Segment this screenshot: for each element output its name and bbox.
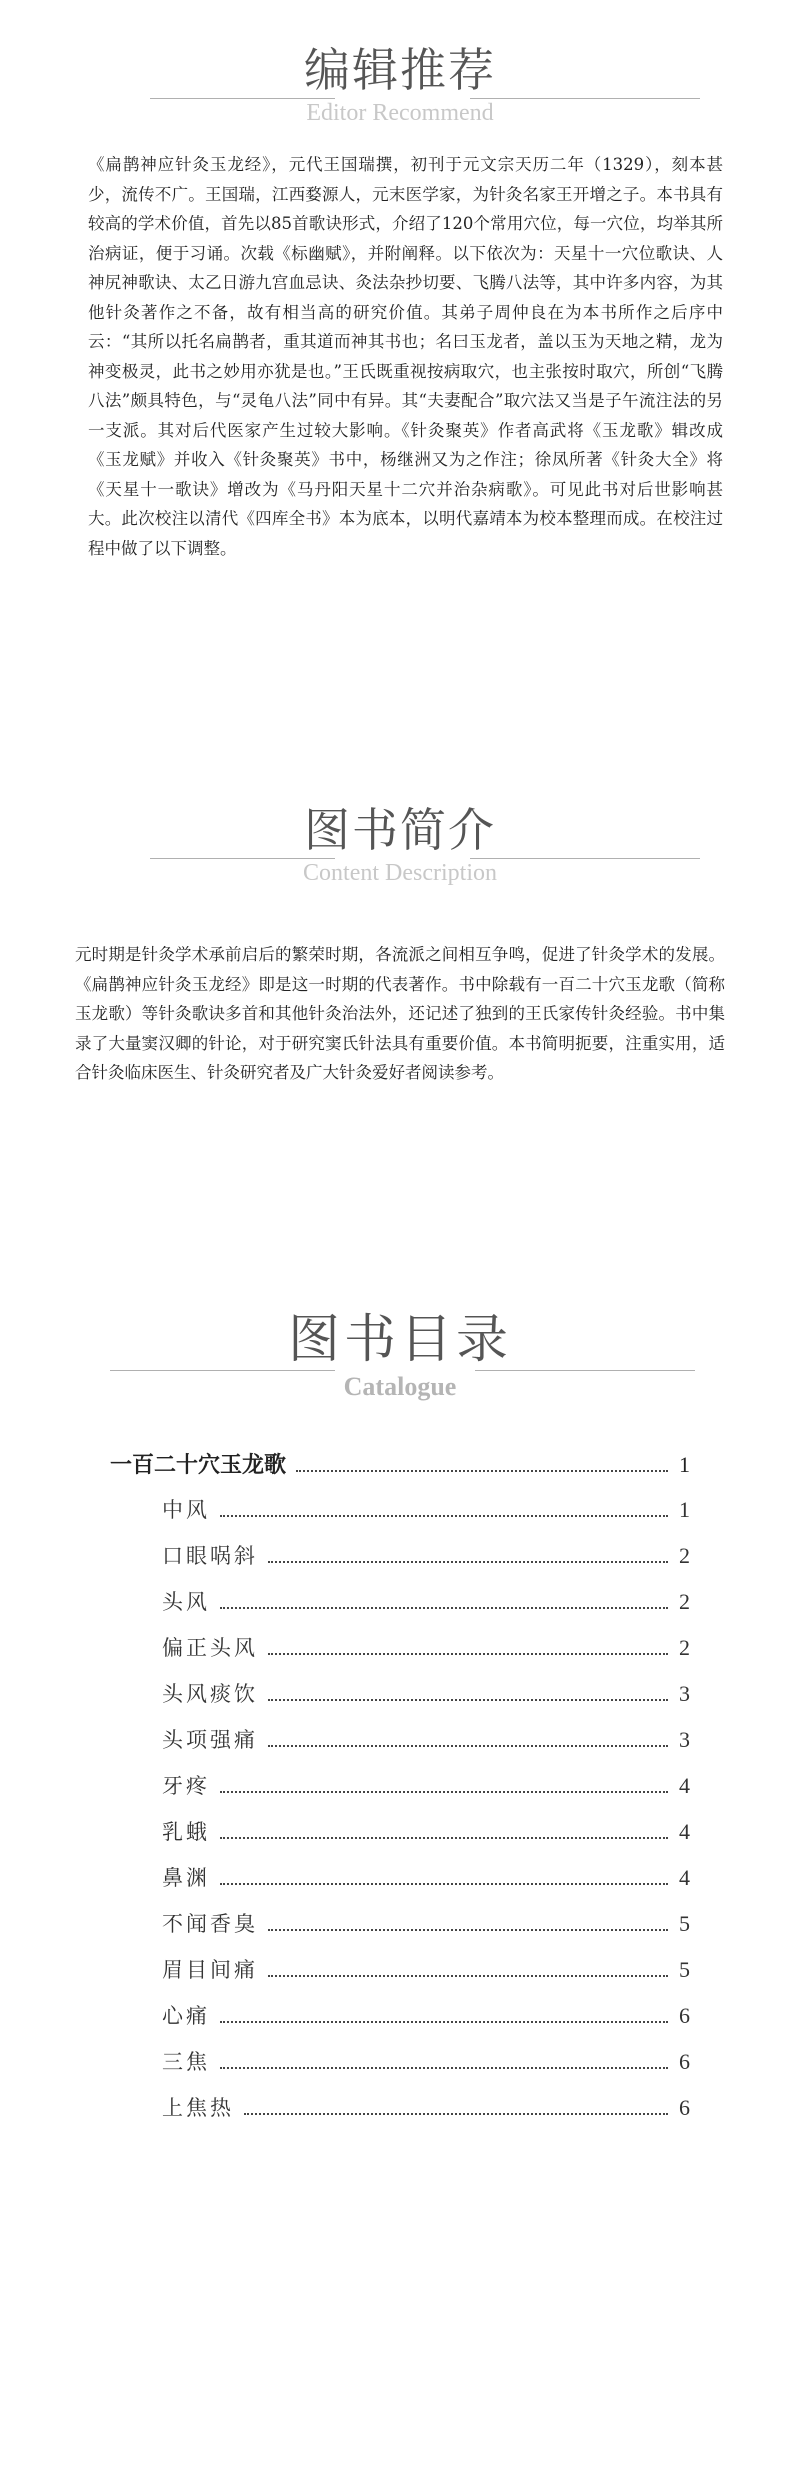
toc-entry[interactable] bbox=[110, 1862, 690, 1908]
catalogue-subtitle: Catalogue bbox=[343, 1372, 457, 1401]
toc-entry-label: 头风痰饮 bbox=[162, 1682, 258, 1706]
toc-leader-dots bbox=[220, 2067, 668, 2069]
toc-entry-page: 2 bbox=[679, 1635, 690, 1660]
toc-entry-label: 偏正头风 bbox=[162, 1636, 258, 1660]
toc-entry[interactable] bbox=[110, 2000, 690, 2046]
editor-recommend-text: 《扁鹊神应针灸玉龙经》，元代王国瑞撰，初刊于元文宗天历二年（1329），刻本甚少，流传不广。王国瑞，江西婺源人，元末医学家，为针灸名家王开增之子。本书具有较高的学术价值，首先以85首歌诀形式，介绍了120个常用穴位，每一穴位，均举其所治病证，便于习诵。次载《标幽赋》，并附阐释。以下依次为：天星十一穴位歌诀、人神尻神歌诀、太乙日游九宫血忌诀、灸法杂抄切要、飞腾八法等，其中许多内容，为其他针灸著作之不备，故有相当高的研究价值。其弟子周仲良在为本书所作之后序中云：“其所以托名扁鹊者，重其道而神其书也；名曰玉龙者，盖以玉为天地之精，龙为神变极灵，此书之妙用亦犹是也。”王氏既重视按病取穴，也主张按时取穴，所创“飞腾八法”颇具特色，与“灵龟八法”同中有异。其“夫妻配合”取穴法又当是子午流注法的另一支派。其对后代医家产生过较大影响。《针灸聚英》作者高武将《玉龙歌》辑改成《玉龙赋》并收入《针灸聚英》书中，杨继洲又为之作注；徐凤所著《针灸大全》将《天星十一歌诀》增改为《马丹阳天星十二穴并治杂病歌》。可见此书对后世影响甚大。此次校注以清代《四库全书》本为底本，以明代嘉靖本为校本整理而成。在校注过程中做了以下调整。 bbox=[88, 155, 723, 558]
toc-entry[interactable] bbox=[110, 2092, 690, 2138]
toc-entry-page: 6 bbox=[679, 2003, 690, 2028]
toc-entry-page: 3 bbox=[679, 1727, 690, 1752]
toc-entry[interactable] bbox=[110, 1954, 690, 2000]
catalogue-title: 图书目录 bbox=[287, 1310, 512, 1370]
table-of-contents bbox=[110, 1448, 690, 2138]
toc-leader-dots bbox=[268, 1929, 668, 1931]
toc-entry-page: 2 bbox=[679, 1589, 690, 1614]
toc-leader-dots bbox=[296, 1470, 668, 1472]
toc-entry-page: 1 bbox=[679, 1497, 690, 1522]
header-divider-right bbox=[475, 1370, 695, 1371]
toc-leader-dots bbox=[268, 1975, 668, 1977]
toc-entry-page: 6 bbox=[679, 2049, 690, 2074]
toc-entry-label: 不闻香臭 bbox=[162, 1912, 258, 1936]
toc-entry[interactable] bbox=[110, 1908, 690, 1954]
content-description-text: 元时期是针灸学术承前启后的繁荣时期，各流派之间相互争鸣，促进了针灸学术的发展。《扁鹊神应针灸玉龙经》即是这一时期的代表著作。书中除载有一百二十穴玉龙歌（简称玉龙歌）等针灸歌诀多首和其他针灸治法外，还记述了独到的王氏家传针灸经验。书中集录了大量窦汉卿的针论，对于研究窦氏针法具有重要价值。本书简明扼要，注重实用，适合针灸临床医生、针灸研究者及广大针灸爱好者阅读参考。 bbox=[75, 945, 725, 1082]
toc-entry[interactable] bbox=[110, 1816, 690, 1862]
content-description-header bbox=[0, 800, 800, 890]
toc-entry-page: 5 bbox=[679, 1957, 690, 1982]
toc-entry-page: 3 bbox=[679, 1681, 690, 1706]
toc-entry-label: 乳蛾 bbox=[162, 1820, 210, 1844]
toc-entry-label: 眉目间痛 bbox=[162, 1958, 258, 1982]
toc-leader-dots bbox=[220, 1837, 668, 1839]
toc-entry[interactable] bbox=[110, 2046, 690, 2092]
editor-recommend-title: 编辑推荐 bbox=[304, 43, 496, 97]
toc-entry-page: 1 bbox=[679, 1452, 690, 1477]
toc-entry[interactable] bbox=[110, 1724, 690, 1770]
content-description-title: 图书简介 bbox=[304, 803, 496, 857]
toc-entry[interactable] bbox=[110, 1586, 690, 1632]
toc-entry[interactable] bbox=[110, 1540, 690, 1586]
toc-leader-dots bbox=[268, 1653, 668, 1655]
toc-leader-dots bbox=[244, 2113, 668, 2115]
toc-leader-dots bbox=[220, 2021, 668, 2023]
toc-entry-page: 6 bbox=[679, 2095, 690, 2120]
toc-entry[interactable] bbox=[110, 1494, 690, 1540]
toc-entry[interactable] bbox=[110, 1632, 690, 1678]
toc-leader-dots bbox=[220, 1883, 668, 1885]
toc-entry[interactable] bbox=[110, 1448, 690, 1494]
toc-entry-label: 一百二十穴玉龙歌 bbox=[110, 1452, 287, 1478]
content-description-subtitle: Content Description bbox=[303, 860, 497, 886]
toc-entry-page: 4 bbox=[679, 1865, 690, 1890]
toc-entry-label: 三焦 bbox=[162, 2050, 210, 2074]
toc-entry-label: 心痛 bbox=[162, 2004, 210, 2028]
toc-leader-dots bbox=[268, 1745, 668, 1747]
toc-entry-label: 上焦热 bbox=[162, 2096, 234, 2120]
toc-entry[interactable] bbox=[110, 1678, 690, 1724]
editor-recommend-subtitle: Editor Recommend bbox=[306, 100, 494, 126]
toc-leader-dots bbox=[268, 1561, 668, 1563]
toc-entry-label: 头项强痛 bbox=[162, 1728, 258, 1752]
toc-leader-dots bbox=[220, 1515, 668, 1517]
toc-entry-label: 中风 bbox=[162, 1498, 210, 1522]
toc-entry-page: 4 bbox=[679, 1773, 690, 1798]
header-divider-left bbox=[110, 1370, 335, 1371]
toc-leader-dots bbox=[268, 1699, 668, 1701]
toc-entry-label: 牙疼 bbox=[162, 1774, 210, 1798]
toc-entry-page: 2 bbox=[679, 1543, 690, 1568]
toc-leader-dots bbox=[220, 1607, 668, 1609]
toc-entry-label: 头风 bbox=[162, 1590, 210, 1614]
toc-entry-label: 口眼㖞斜 bbox=[162, 1544, 258, 1568]
toc-entry-label: 鼻渊 bbox=[162, 1866, 210, 1890]
toc-leader-dots bbox=[220, 1791, 668, 1793]
toc-entry-page: 4 bbox=[679, 1819, 690, 1844]
toc-entry[interactable] bbox=[110, 1770, 690, 1816]
editor-recommend-header bbox=[0, 40, 800, 130]
toc-entry-page: 5 bbox=[679, 1911, 690, 1936]
catalogue-header bbox=[0, 1310, 800, 1400]
